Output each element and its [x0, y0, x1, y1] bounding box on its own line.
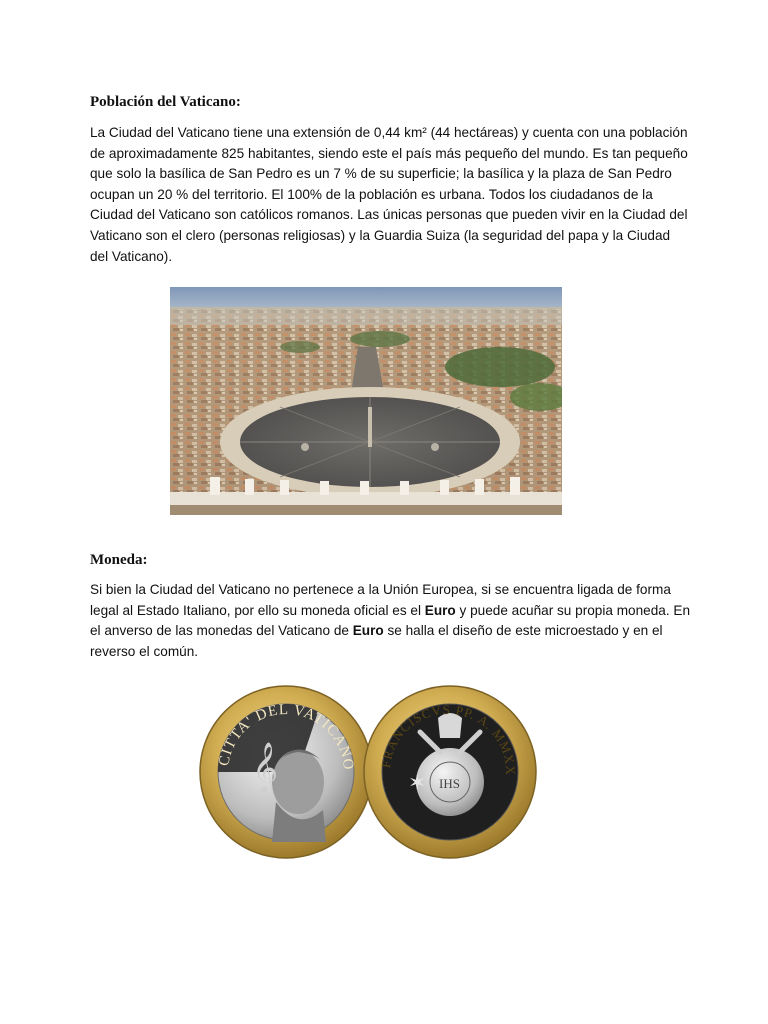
svg-text:✶: ✶: [408, 771, 427, 796]
coin-obverse: [200, 686, 372, 858]
paragraph-poblacion: La Ciudad del Vaticano tiene una extensión de 0,44 km² (44 hectáreas) y cuenta con una población de aproximadamente 825 habitantes, siendo este el país más pequeño del mundo. Es tan pequeño que solo la basílica de San Pedro es un 7 % de su superficie; la basílica y la plaza de San Pedro ocupan un 20 % del territorio. El 100% de la población es urbana. Todos los ciudadanos de la Ciudad del Vaticano son católicos romanos. Las únicas personas que pueden vivir en la Ciudad del Vaticano son el clero (personas religiosas) y la Guardia Suiza (la seguridad del papa y la Ciudad del Vaticano).: [90, 125, 688, 264]
euro-bold-1: Euro: [424, 602, 456, 618]
paragraph-moneda: [90, 580, 690, 662]
euro-bold-2: Euro: [352, 623, 384, 639]
heading-poblacion: Población del Vaticano:: [90, 94, 241, 110]
st-peters-square-photo: [170, 287, 562, 515]
coin-reverse: [364, 686, 536, 858]
moneda-text-1: Si bien la Ciudad del Vaticano no pertenece a la Unión Europea, si se encuentra ligada de forma legal al Estado Italiano, por ello su moneda oficial es el: [90, 582, 671, 618]
obverse-legend: CITTA' DEL VATICANO: [216, 701, 357, 772]
svg-text:𝄞: 𝄞: [252, 742, 279, 793]
vatican-coins-image: [198, 682, 538, 862]
heading-moneda: Moneda:: [90, 552, 148, 568]
ihs-monogram: IHS: [439, 776, 460, 791]
moneda-text-2: y puede acuñar su propia moneda. En el anverso de las monedas del Vaticano de: [90, 602, 691, 639]
moneda-text-3: se halla el diseño de este microestado y en el reverso el común.: [90, 623, 663, 659]
reverse-legend: FRANCISCVS PP. A. MMXX: [378, 701, 519, 776]
